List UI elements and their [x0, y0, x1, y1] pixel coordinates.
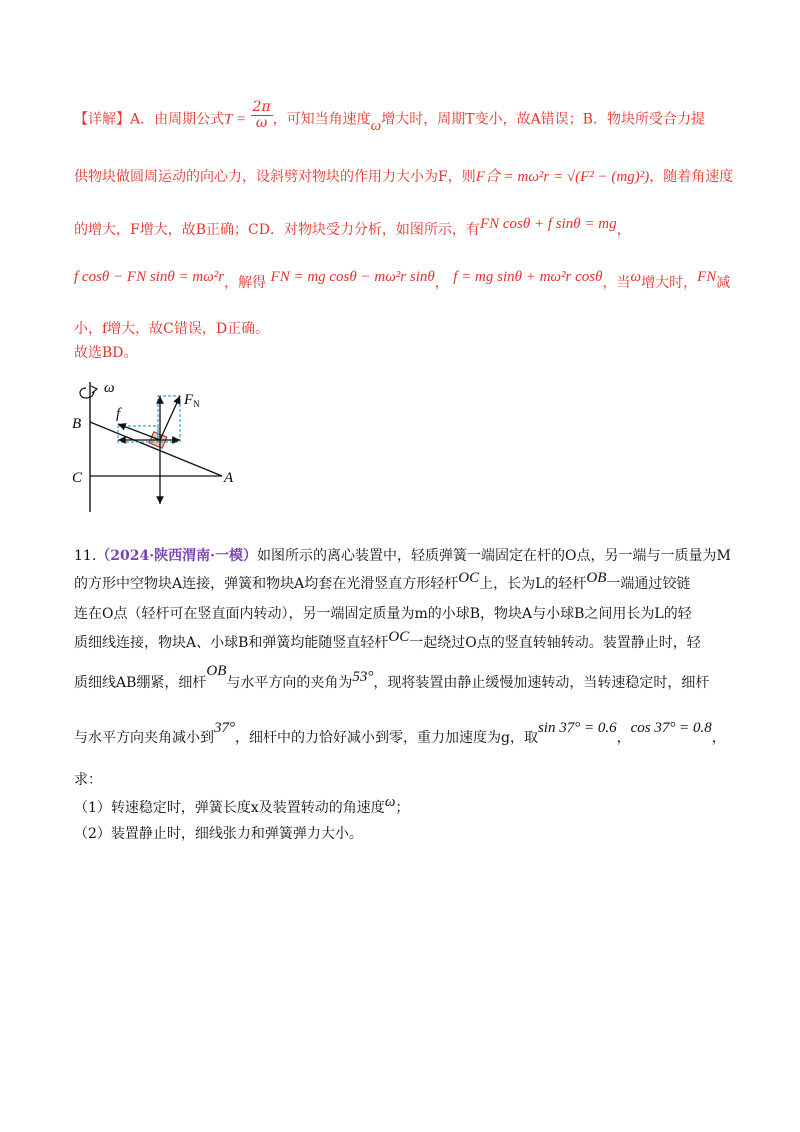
question-1 — [74, 794, 410, 817]
solution-line-1 — [74, 99, 705, 135]
problem-line-4 — [74, 629, 701, 652]
text: ， — [616, 222, 631, 238]
formula: FN — [697, 269, 717, 285]
label-omega: ω — [104, 380, 115, 396]
problem-line-1 — [74, 545, 731, 565]
force-diagram — [70, 372, 250, 512]
omega-symbol: ω — [370, 117, 382, 134]
formula: FN cosθ + f sinθ = mg — [479, 216, 617, 232]
label-f: f — [116, 406, 121, 422]
rotation-arrowhead-icon — [91, 386, 97, 393]
formula: 53° — [352, 669, 374, 685]
text: 质细线连接，物块A、小球B和弹簧均能随竖直轻杆 — [74, 635, 389, 651]
text: 增大时，周期T变小，故A错误；B．物块所受合力提 — [381, 111, 705, 128]
solution-line-4 — [74, 269, 731, 292]
text: ， — [434, 275, 449, 291]
label-A: A — [224, 470, 234, 486]
formula: T = — [224, 111, 247, 128]
formula: F合 = mω²r = √(F² − (mg)²) — [475, 169, 650, 185]
text: ，当 — [602, 275, 631, 291]
formula: f = mg sinθ + mω²r cosθ — [453, 269, 603, 285]
text: 供物块做圆周运动的向心力，设斜劈对物块的作用力大小为F，则 — [74, 169, 476, 185]
formula: f cosθ − FN sinθ = mω²r — [74, 269, 225, 285]
text: 一起绕过O点的竖直转轴转动。装置静止时，轻 — [409, 635, 701, 651]
formula: cos 37° = 0.8 — [630, 720, 712, 736]
rotation-arrow-icon — [80, 388, 94, 398]
text: ； — [395, 800, 410, 816]
formula: OB — [206, 663, 227, 679]
text: 质细线AB绷紧，细杆 — [74, 675, 207, 691]
formula: 37° — [214, 720, 235, 736]
text: 与水平方向的夹角为 — [226, 675, 353, 691]
formula: OB — [586, 570, 607, 586]
fraction — [251, 100, 273, 131]
solution-line-6: 故选BD。 — [74, 345, 138, 361]
text: 如图所示的离心装置中，轻质弹簧一端固定在杆的O点，另一端与一质量为M — [256, 548, 731, 564]
text: ，随着角速度 — [649, 169, 734, 185]
text: ， — [711, 730, 726, 746]
normal-force-arrow — [160, 396, 180, 440]
fraction-numerator: 2π — [252, 99, 271, 115]
text: ，可知当角速度 — [272, 111, 371, 128]
problem-line-2 — [74, 570, 691, 593]
label-C: C — [72, 470, 83, 486]
formula: FN = mg cosθ − mω²r sinθ — [270, 269, 435, 285]
formula: OC — [388, 629, 410, 645]
fraction-denominator: ω — [255, 115, 268, 131]
text: 减 — [716, 275, 731, 291]
problem-line-5 — [74, 663, 710, 692]
text: 的方形中空物块A连接，弹簧和物块A均套在光滑竖直方形轻杆 — [74, 576, 459, 592]
problem-line-7: 求： — [74, 772, 102, 788]
text: （1）转速稳定时，弹簧长度x及装置转动的角速度 — [74, 800, 385, 816]
label-B: B — [72, 416, 82, 432]
incline-surface — [90, 422, 222, 476]
label-fn: $F_N$ — [184, 392, 200, 409]
problem-number: 11. — [74, 548, 97, 564]
text: ， — [616, 730, 631, 746]
text: 的增大，F增大，故B正确；CD．对物块受力分析，如图所示，有 — [74, 222, 480, 238]
problem-source-tag: （2024·陕西渭南·一模） — [96, 548, 257, 564]
text: ，现将装置由静止缓慢加速转动，当转速稳定时，细杆 — [373, 675, 710, 691]
text: 与水平方向夹角减小到 — [74, 730, 214, 746]
text: ，解得 — [224, 275, 267, 291]
text: 一端通过铰链 — [606, 576, 691, 592]
problem-line-3: 连在O点（轻杆可在竖直面内转动），另一端固定质量为m的小球B，物块A与小球B之间用长为L的轻 — [74, 606, 692, 622]
text: 增大时， — [641, 275, 698, 291]
formula: sin 37° = 0.6 — [537, 720, 617, 736]
solution-line-2 — [74, 165, 733, 186]
problem-line-6 — [74, 720, 726, 747]
formula: OC — [458, 570, 480, 586]
omega-symbol: ω — [384, 794, 396, 810]
solution-line-3 — [74, 216, 631, 239]
text: 【详解】A．由周期公式 — [74, 111, 225, 128]
text: ，细杆中的力恰好减小到零，重力加速度为g，取 — [235, 730, 538, 746]
question-2: （2）装置静止时，细线张力和弹簧弹力大小。 — [74, 826, 363, 842]
solution-line-5: 小，f增大，故C错误，D正确。 — [74, 321, 270, 337]
text: 上，长为L的轻杆 — [479, 576, 587, 592]
omega-symbol: ω — [630, 269, 642, 285]
